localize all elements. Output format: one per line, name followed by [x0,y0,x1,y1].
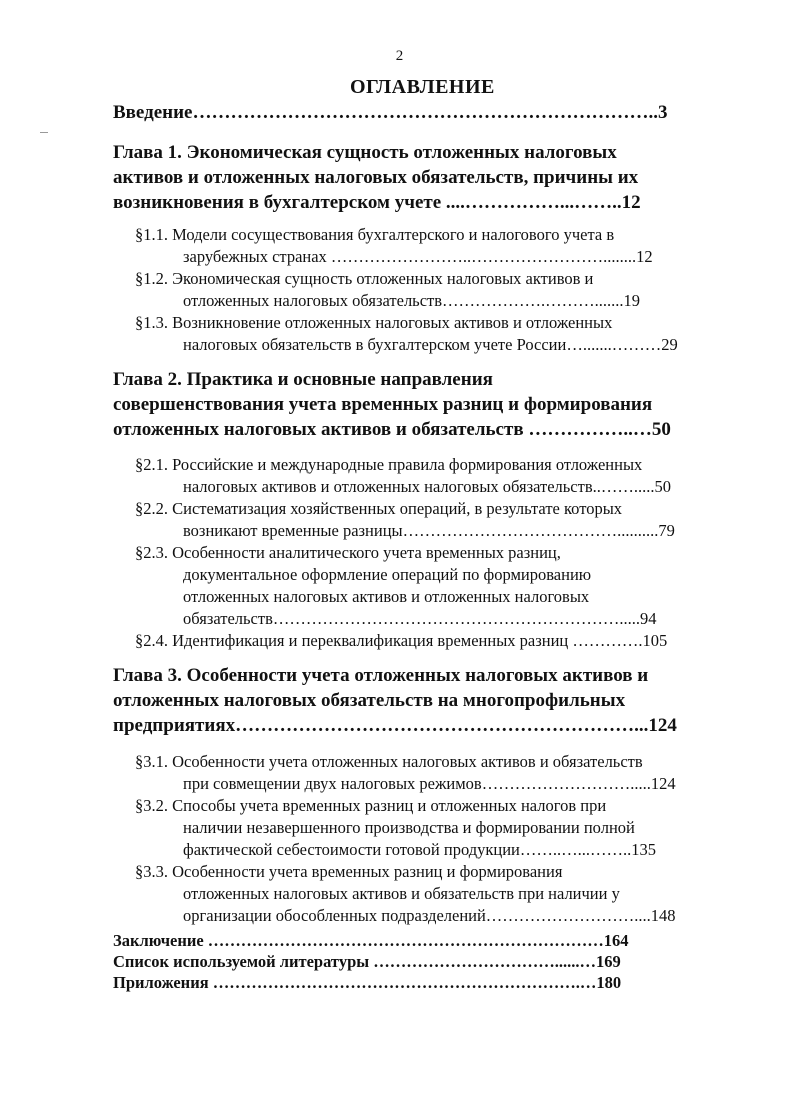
toc-section-2-3[interactable]: §2.3. Особенности аналитического учета временных разниц, [135,543,561,562]
toc-chapter-3-title[interactable]: отложенных налоговых обязательств на многопрофильных [113,690,626,711]
toc-section-2-4[interactable]: §2.4. Идентификация и переквалификация временных разниц ………….105 [135,631,668,650]
page-number: 2 [395,48,404,64]
toc-chapter-2-title[interactable]: Глава 2. Практика и основные направления [113,369,493,390]
toc-chapter-2-title[interactable]: отложенных налоговых активов и обязательств ……………..…50 [113,419,671,440]
toc-chapter-1-title[interactable]: Глава 1. Экономическая сущность отложенных налоговых [113,142,617,163]
toc-section-3-1[interactable]: при совмещении двух налоговых режимов……………………….....124 [183,774,676,793]
toc-section-1-1[interactable]: зарубежных странах ……………………..……………………........12 [183,247,653,266]
toc-chapter-2-title[interactable]: совершенствования учета временных разниц и формирования [113,394,653,415]
toc-chapter-1-title[interactable]: возникновения в бухгалтерском учете ....……………...……..12 [113,192,641,213]
toc-section-2-1[interactable]: §2.1. Российские и международные правила формирования отложенных [135,455,643,474]
toc-bibliography[interactable]: Список используемой литературы ……………………………......…169 [113,952,621,971]
toc-section-2-2[interactable]: §2.2. Систематизация хозяйственных операций, в результате которых [135,499,623,518]
toc-section-3-3[interactable]: §3.3. Особенности учета временных разниц и формирования [135,862,563,881]
toc-section-3-2[interactable]: фактической себестоимости готовой продукции……..…...……..135 [183,840,656,859]
toc-section-3-3[interactable]: организации обособленных подразделений………………………....148 [183,906,676,925]
toc-section-1-2[interactable]: §1.2. Экономическая сущность отложенных налоговых активов и [135,269,594,288]
toc-section-1-1[interactable]: §1.1. Модели сосуществования бухгалтерского и налогового учета в [135,225,615,244]
toc-section-2-3[interactable]: документальное оформление операций по формированию [183,565,592,584]
toc-conclusion[interactable]: Заключение ………………………………………………………………164 [113,931,629,950]
toc-section-1-2[interactable]: отложенных налоговых обязательств……………….……….......19 [183,291,641,310]
toc-chapter-3-title[interactable]: предприятиях………………………………………………………...124 [113,715,677,736]
toc-chapter-1-title[interactable]: активов и отложенных налоговых обязательств, причины их [113,167,639,188]
toc-appendices[interactable]: Приложения ………………………………………………………….…180 [113,973,622,992]
toc-section-2-2[interactable]: возникают временные разницы…………………………………..........79 [183,521,675,540]
toc-section-2-3[interactable]: отложенных налоговых активов и отложенных налоговых [183,587,590,606]
toc-introduction[interactable]: Введение………………………………………………………………..3 [113,102,668,123]
toc-section-3-2[interactable]: наличии незавершенного производства и формировании полной [183,818,635,837]
toc-section-3-3[interactable]: отложенных налоговых активов и обязательств при наличии у [183,884,620,903]
toc-section-3-2[interactable]: §3.2. Способы учета временных разниц и отложенных налогов при [135,796,607,815]
toc-section-3-1[interactable]: §3.1. Особенности учета отложенных налоговых активов и обязательств [135,752,643,771]
toc-section-2-3[interactable]: обязательств……………………………………………………….....94 [183,609,657,628]
toc-chapter-3-title[interactable]: Глава 3. Особенности учета отложенных налоговых активов и [113,665,649,686]
toc-section-1-3[interactable]: налоговых обязательств в бухгалтерском учете России….......………29 [183,335,678,354]
toc-section-1-3[interactable]: §1.3. Возникновение отложенных налоговых активов и отложенных [135,313,613,332]
margin-mark [40,132,48,133]
toc-section-2-1[interactable]: налоговых активов и отложенных налоговых обязательств..…….....50 [183,477,672,496]
page-title: ОГЛАВЛЕНИЕ [350,76,495,98]
